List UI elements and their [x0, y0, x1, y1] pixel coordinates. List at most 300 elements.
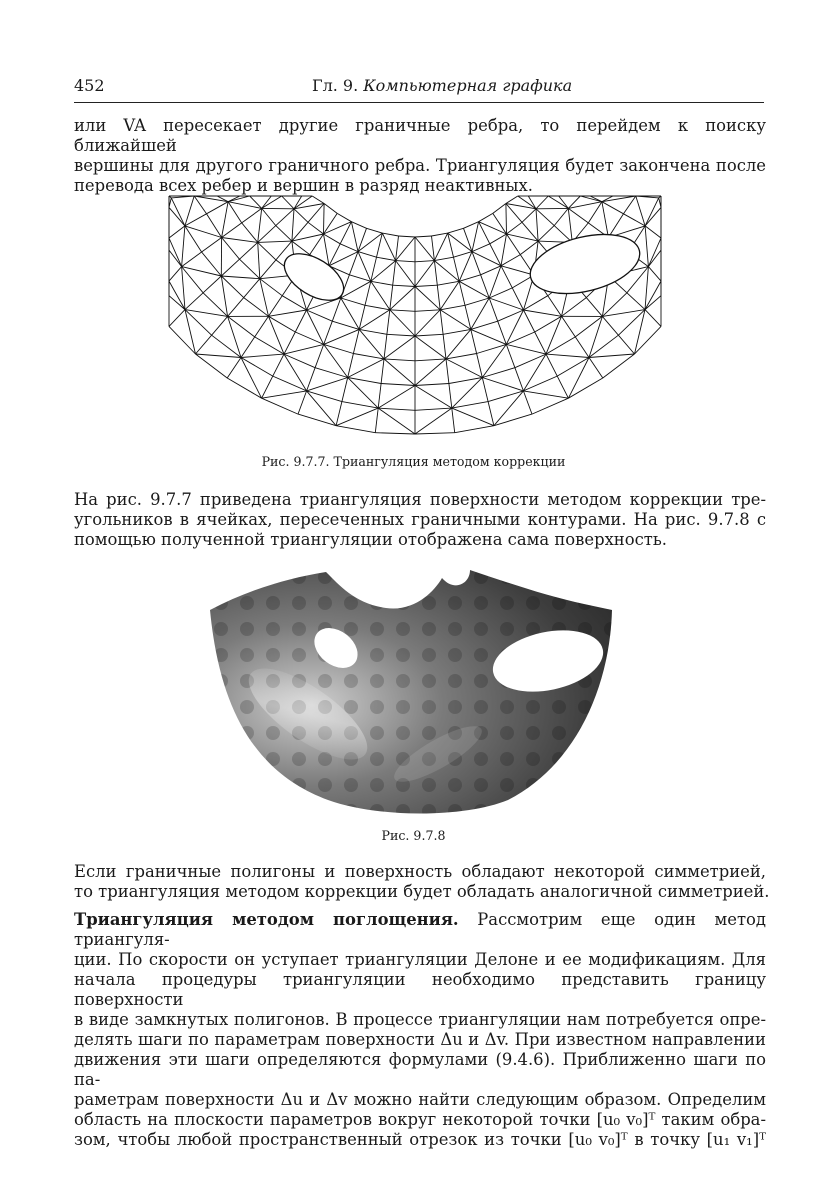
text-line: На рис. 9.7.7 приведена триангуляция поверхности методом коррекции тре-	[74, 490, 766, 509]
mesh-edge	[452, 408, 455, 433]
mesh-edge	[342, 378, 348, 402]
mesh-edge	[490, 234, 507, 244]
mesh-edge	[523, 391, 532, 414]
paragraph-figure-reference	[74, 490, 766, 550]
mesh-edge	[258, 241, 292, 242]
mesh-edge	[501, 266, 512, 288]
mesh-edge	[282, 196, 294, 209]
mesh-edge	[262, 208, 276, 225]
mesh-edge	[396, 261, 415, 262]
mesh-edge	[506, 344, 515, 367]
mesh-edge	[536, 196, 548, 209]
mesh-edge	[645, 267, 648, 310]
mesh-edge	[298, 391, 307, 414]
mesh-edge	[454, 252, 473, 258]
mesh-edge	[258, 208, 262, 242]
mesh-edge	[440, 310, 443, 335]
mesh-edge	[262, 196, 272, 208]
mesh-edge	[415, 236, 432, 237]
mesh-edge	[260, 260, 276, 279]
mesh-edge	[448, 228, 464, 233]
mesh-edge	[618, 335, 634, 354]
mesh-edge	[324, 344, 348, 377]
mesh-edge	[645, 281, 661, 310]
mesh-edge	[196, 354, 242, 358]
mesh-edge	[645, 226, 661, 238]
mesh-edge	[382, 233, 395, 261]
mesh-edge	[240, 259, 260, 279]
run-in-heading: Триангуляция методом поглощения.	[74, 910, 459, 929]
mesh-edge	[294, 209, 308, 223]
mesh-edge	[336, 426, 375, 433]
mesh-edge	[351, 222, 366, 229]
mesh-edge	[384, 359, 415, 386]
text-line-rest: Рассмотрим еще один метод триангуля-	[74, 910, 766, 949]
chapter-title	[312, 76, 572, 95]
mesh-edge	[348, 354, 354, 378]
mesh-edge	[506, 196, 518, 204]
mesh-edge	[375, 433, 415, 434]
mesh-edge	[221, 276, 243, 298]
mesh-edge	[532, 398, 568, 414]
mesh-edge	[262, 391, 307, 398]
mesh-edge	[501, 255, 520, 266]
mesh-edge	[255, 337, 284, 354]
mesh-edge	[359, 310, 390, 330]
mesh-edge	[384, 336, 415, 359]
mesh-edge	[276, 209, 294, 226]
surface-mask	[208, 564, 623, 820]
mesh-edge	[528, 196, 536, 209]
mesh-edge	[294, 196, 302, 209]
mesh-edge	[212, 335, 241, 357]
mesh-edge	[481, 275, 490, 298]
mesh-edge	[490, 244, 501, 266]
mesh-edge	[349, 275, 370, 282]
mesh-edge	[415, 261, 434, 287]
mesh-edge	[452, 408, 494, 426]
mesh-edge	[185, 293, 203, 310]
mesh-edge	[488, 391, 523, 402]
mesh-edge	[378, 408, 415, 434]
mesh-edge	[324, 344, 354, 353]
mesh-edge	[169, 281, 185, 310]
mesh-edge	[212, 316, 228, 335]
mesh-edge	[353, 329, 359, 353]
mesh-edge	[535, 316, 562, 332]
mesh-edge	[353, 354, 384, 359]
mesh-edge	[446, 359, 482, 378]
mesh-edge	[367, 228, 383, 233]
mesh-edge	[312, 196, 324, 204]
mesh-edge	[446, 329, 471, 359]
mesh-edge	[336, 408, 378, 426]
chapter-name: Компьютерная графика	[363, 76, 573, 95]
mesh-edge	[381, 359, 384, 384]
mesh-edge	[207, 202, 229, 214]
mesh-edge	[648, 267, 661, 282]
mesh-edge	[221, 259, 239, 276]
text-line: раметрам поверхности Δu и Δv можно найти следующим образом. Определим	[74, 1090, 766, 1109]
mesh-edge	[340, 222, 351, 244]
mesh-edge	[269, 310, 307, 316]
mesh-edge	[382, 233, 398, 236]
mesh-edge	[390, 285, 393, 310]
mesh-edge	[359, 329, 384, 359]
text-line: вершины для другого граничного ребра. Триангуляция будет закончена после	[74, 156, 766, 175]
mesh-edge	[472, 222, 479, 252]
mesh-edge	[645, 296, 661, 310]
text-line: область на плоскости параметров вокруг некоторой точки [u₀ v₀]ᵀ таким обра-	[74, 1110, 766, 1129]
mesh-edge	[169, 326, 196, 354]
mesh-edge	[240, 242, 258, 259]
paragraph-symmetry	[74, 862, 770, 902]
mesh-edge	[390, 287, 415, 310]
mesh-edge	[559, 196, 569, 208]
mesh-edge	[589, 354, 635, 358]
mesh-edge	[520, 241, 538, 255]
intro-paragraph	[74, 116, 766, 196]
mesh-edge	[589, 316, 602, 357]
mesh-edge	[568, 208, 572, 242]
mesh-edge	[292, 241, 310, 255]
mesh-edge	[546, 354, 589, 357]
mesh-edge	[258, 226, 276, 243]
mesh-edge	[459, 275, 480, 282]
mesh-edge	[242, 208, 262, 223]
mesh-edge	[415, 310, 440, 312]
mesh-edge	[479, 213, 493, 221]
mesh-edge	[557, 376, 568, 398]
mesh-edge	[244, 279, 260, 298]
mesh-edge	[562, 316, 576, 337]
mesh-edge	[415, 384, 449, 386]
mesh-edge	[575, 337, 589, 358]
mesh-edge	[241, 354, 284, 357]
mesh-edge	[340, 244, 358, 252]
mesh-edge	[228, 316, 241, 357]
mesh-edge	[446, 354, 477, 359]
mesh-edge	[415, 261, 434, 262]
mesh-edge	[365, 281, 371, 305]
mesh-edge	[546, 354, 557, 376]
mesh-edge	[506, 332, 534, 344]
mesh-edge	[324, 329, 360, 344]
mesh-edge	[459, 281, 489, 298]
mesh-edge	[482, 368, 515, 378]
mesh-edge	[315, 344, 324, 367]
text-line: зом, чтобы любой пространственный отрезок из точки [u₀ v₀]ᵀ в точку [u₁ v₁]ᵀ	[74, 1130, 766, 1149]
mesh-edge	[415, 359, 446, 386]
mesh-edge	[365, 305, 390, 310]
mesh-edge	[627, 293, 645, 310]
mesh-edge	[307, 368, 316, 391]
mesh-edge	[393, 261, 396, 286]
mesh-edge	[222, 238, 240, 260]
mesh-edge	[449, 384, 452, 409]
mesh-edge	[269, 316, 285, 354]
mesh-edge	[295, 310, 306, 332]
mesh-edge	[371, 281, 390, 310]
mesh-edge	[196, 354, 228, 378]
mesh-edge	[443, 334, 446, 359]
mesh-edge	[440, 281, 459, 310]
mesh-edge	[602, 202, 609, 238]
mesh-edge	[575, 316, 602, 337]
mesh-edge	[415, 287, 440, 310]
text-line: то триангуляция методом коррекции будет обладать аналогичной симметрией.	[74, 882, 770, 901]
mesh-edge	[336, 402, 342, 426]
mesh-edge	[396, 237, 415, 261]
mesh-edge	[437, 285, 440, 310]
text-line: перевода всех ребер и вершин в разряд неактивных.	[74, 176, 533, 195]
mesh-edge	[341, 281, 371, 298]
mesh-edge	[472, 244, 490, 252]
mesh-edge	[182, 267, 185, 310]
mesh-edge	[415, 386, 452, 409]
mesh-edge	[548, 196, 568, 208]
mesh-edge	[415, 433, 455, 434]
mesh-edge	[284, 354, 307, 391]
mesh-edge	[185, 226, 222, 238]
page-number: 452	[74, 76, 105, 95]
mesh-edge	[307, 310, 324, 344]
mesh-edge	[182, 226, 185, 267]
paragraph-absorption-method	[74, 910, 766, 1150]
mesh-edge	[284, 332, 295, 354]
mesh-edge	[378, 408, 415, 410]
mesh-edge	[586, 298, 602, 317]
mesh-edge	[387, 334, 415, 336]
mesh-edge	[482, 378, 488, 402]
mesh-edge	[182, 267, 222, 276]
mesh-edge	[390, 310, 415, 312]
mesh-edge	[489, 298, 498, 321]
text-line	[74, 910, 766, 950]
mesh-edge	[284, 344, 324, 354]
mesh-edge	[324, 204, 337, 214]
mesh-edge	[494, 391, 524, 426]
mesh-edge	[507, 222, 523, 234]
mesh-edge	[568, 208, 588, 223]
mesh-edge	[242, 223, 258, 243]
mesh-edge	[276, 226, 292, 242]
mesh-edge	[390, 310, 415, 336]
mesh-edge	[273, 354, 284, 376]
mesh-edge	[415, 408, 452, 410]
mesh-edge	[589, 358, 603, 379]
running-head	[74, 76, 764, 103]
mesh-edge	[415, 408, 452, 434]
mesh-edge	[608, 214, 623, 238]
mesh-edge	[434, 233, 447, 261]
mesh-edge	[523, 354, 546, 391]
mesh-edge	[434, 257, 453, 260]
text-line: угольников в ячейках, пересеченных граничными контурами. На рис. 9.7.8 с	[74, 510, 766, 529]
mesh-edge	[440, 310, 471, 330]
mesh-edge	[493, 204, 506, 214]
mesh-edge	[482, 378, 523, 391]
mesh-edge	[523, 391, 568, 398]
mesh-edge	[222, 223, 242, 238]
mesh-edge	[546, 337, 575, 354]
mesh-edge	[298, 414, 336, 426]
mesh-edge	[381, 384, 415, 386]
mesh-edge	[446, 359, 449, 384]
shaded-surface-figure	[208, 564, 623, 820]
text-line: ции. По скорости он уступает триангуляции Делоне и ее модификациям. Для	[74, 950, 766, 969]
mesh-edge	[443, 329, 471, 334]
mesh-edge	[536, 209, 538, 241]
mesh-edge	[384, 334, 387, 359]
mesh-edge	[228, 202, 242, 223]
text-line: Если граничные полигоны и поверхность обладают некоторой симметрией,	[74, 862, 766, 881]
mesh-edge	[262, 376, 273, 398]
figure-caption-9-7-7: Рис. 9.7.7. Триангуляция методом коррекции	[261, 454, 566, 469]
mesh-edge	[207, 214, 222, 238]
text-line: помощью полученной триангуляции отображена сама поверхность.	[74, 530, 667, 549]
mesh-edge	[221, 276, 227, 316]
mesh-edge	[262, 196, 282, 208]
mesh-edge	[324, 234, 330, 266]
mesh-edge	[308, 222, 324, 234]
mesh-edge	[498, 310, 524, 321]
mesh-edge	[536, 209, 554, 226]
mesh-edge	[255, 316, 269, 337]
mesh-edge	[515, 368, 524, 391]
mesh-edge	[202, 238, 222, 253]
mesh-edge	[222, 202, 229, 238]
mesh-edge	[182, 252, 202, 267]
mesh-edge	[258, 242, 276, 260]
mesh-edge	[506, 344, 546, 354]
mesh-edge	[307, 391, 342, 402]
mesh-edge	[415, 310, 440, 336]
mesh-edge	[415, 237, 434, 261]
wireframe-triangulation-figure	[165, 192, 665, 438]
mesh-edge	[194, 196, 206, 214]
mesh-edge	[464, 222, 479, 229]
mesh-edge	[378, 386, 415, 409]
mesh-edge	[535, 332, 546, 354]
mesh-edge	[384, 359, 415, 361]
mesh-edge	[538, 226, 554, 242]
mesh-edge	[358, 252, 377, 258]
mesh-edge	[589, 335, 618, 357]
mesh-edge	[269, 316, 296, 332]
mesh-edge	[307, 310, 333, 321]
mesh-edge	[169, 296, 185, 310]
mesh-edge	[415, 285, 437, 286]
chapter-prefix: Гл. 9.	[312, 76, 359, 95]
mesh-edge	[554, 208, 568, 225]
mesh-edge	[479, 222, 490, 244]
text-line: делять шаги по параметрам поверхности Δu и Δv. При известном направлении	[74, 1030, 766, 1049]
mesh-edge	[459, 281, 465, 305]
mesh-edge	[415, 334, 443, 336]
mesh-edge	[506, 310, 523, 344]
mesh-edge	[307, 378, 348, 391]
mesh-edge	[228, 316, 255, 337]
mesh-edge	[434, 261, 437, 286]
mesh-edge	[603, 354, 635, 378]
mesh-edge	[332, 298, 341, 321]
mesh-edge	[324, 204, 325, 235]
mesh-edge	[307, 391, 337, 426]
mesh-edge	[169, 226, 185, 238]
mesh-edge	[415, 336, 446, 359]
mesh-edge	[645, 310, 661, 327]
mesh-edge	[324, 234, 341, 244]
mesh-edge	[645, 226, 648, 267]
mesh-edge	[415, 359, 446, 361]
mesh-edge	[337, 213, 351, 221]
mesh-edge	[371, 281, 393, 285]
mesh-edge	[624, 196, 636, 214]
mesh-edge	[396, 261, 415, 287]
mesh-edge	[548, 296, 562, 317]
mesh-edge	[258, 242, 260, 278]
mesh-edge	[506, 204, 507, 235]
mesh-edge	[488, 402, 494, 426]
mesh-edge	[295, 332, 323, 344]
mesh-edge	[196, 335, 212, 354]
mesh-edge	[359, 329, 387, 334]
mesh-edge	[169, 310, 185, 327]
text-line: движения эти шаги определяются формулами (9.4.6). Приближенно шаги по па-	[74, 1050, 766, 1089]
mesh-edge	[292, 209, 294, 241]
text-line: начала процедуры триангуляции необходимо представить границу поверхности	[74, 970, 766, 1009]
mesh-edge	[501, 234, 507, 266]
mesh-edge	[375, 408, 378, 433]
figure-caption-9-7-8: Рис. 9.7.8	[381, 828, 446, 843]
mesh-edge	[185, 226, 202, 252]
mesh-edge	[477, 344, 507, 353]
mesh-edge	[437, 281, 459, 285]
mesh-edge	[227, 358, 241, 379]
mesh-edge	[185, 310, 196, 354]
mesh-edge	[459, 252, 472, 282]
mesh-edge	[471, 329, 477, 353]
mesh-edge	[602, 316, 618, 335]
text-line: или VA пересекает другие граничные ребра, то перейдем к поиску ближайшей	[74, 116, 766, 155]
mesh-edge	[351, 222, 358, 252]
mesh-edge	[393, 285, 415, 286]
mesh-edge	[169, 267, 182, 282]
mesh-edge	[546, 316, 562, 354]
mesh-edge	[222, 238, 258, 243]
mesh-edge	[471, 329, 507, 344]
mesh-edge	[228, 298, 244, 317]
mesh-edge	[635, 326, 662, 354]
mesh-edge	[377, 257, 396, 260]
mesh-edge	[524, 310, 535, 332]
mesh-edge	[432, 233, 448, 236]
mesh-edge	[203, 276, 221, 293]
mesh-edge	[358, 252, 371, 282]
mesh-edge	[482, 344, 506, 377]
mesh-edge	[329, 244, 340, 266]
text-line: в виде замкнутых полигонов. В процессе триангуляции нам потребуется опре-	[74, 1010, 766, 1029]
mesh-edge	[440, 305, 465, 310]
mesh-edge	[522, 209, 536, 223]
mesh-edge	[348, 359, 384, 378]
mesh-edge	[602, 202, 624, 214]
mesh-edge	[221, 276, 259, 279]
mesh-edge	[477, 354, 483, 378]
mesh-edge	[262, 398, 298, 414]
mesh-edge	[588, 202, 602, 223]
